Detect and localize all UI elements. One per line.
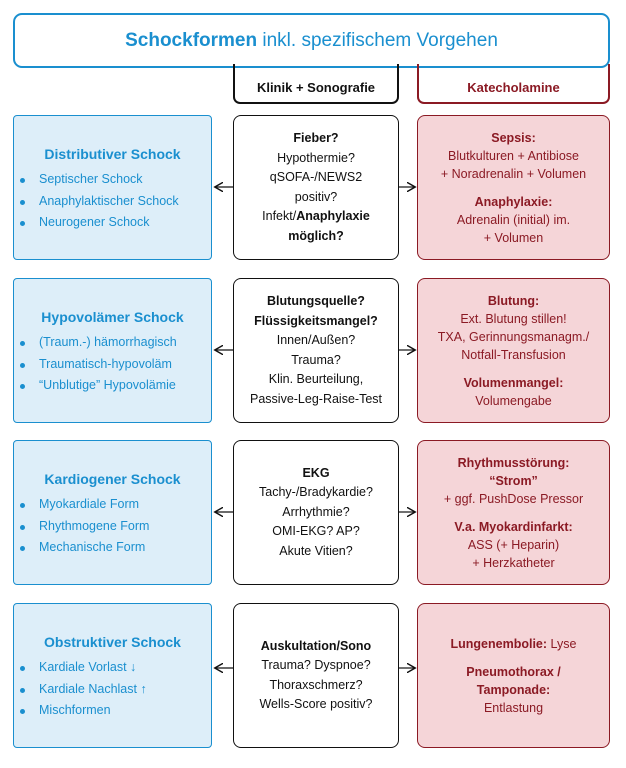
distributive-clinic-box (233, 115, 399, 260)
obstructive-shock-box (13, 603, 212, 748)
list-item: Mechanische Form (14, 537, 149, 559)
treatment-line: + Volumen (483, 230, 544, 245)
list-item: Anaphylaktischer Schock (14, 191, 179, 213)
hypovolemic-shock-box (13, 278, 212, 423)
cardiogenic-treatment-box (417, 440, 610, 585)
clinic-line: Auskultation/Sono (260, 638, 372, 653)
clinic-line: Hypothermie? (277, 150, 355, 165)
treatment-line: TXA, Gerinnungsmanagm./ (437, 329, 590, 344)
clinic-line: Akute Vitien? (279, 543, 353, 558)
clinic-line: Trauma? (291, 352, 341, 367)
obstructive-clinic-box (233, 603, 399, 748)
treatment-heading: Tamponade: (476, 682, 551, 697)
list-item: Kardiale Nachlast ↑ (14, 679, 147, 701)
treatment-heading: Anaphylaxie: (474, 194, 553, 209)
list-item: Mischformen (14, 700, 147, 722)
treatment-line: + ggf. PushDose Pressor (443, 491, 584, 506)
treatment-line: Volumengabe (475, 393, 552, 408)
distributive-shock-box (13, 115, 212, 260)
cardiogenic-shock-list (14, 494, 149, 559)
clinic-line: Klin. Beurteilung, (268, 372, 364, 386)
title-rest: inkl. spezifischem Vorgehen (257, 29, 498, 51)
clinic-line: OMI-EKG? AP? (272, 524, 360, 539)
list-item: Myokardiale Form (14, 494, 149, 516)
clinic-line: Arrhythmie? (282, 504, 350, 519)
clinic-line: Fieber? (293, 131, 339, 145)
list-item: (Traum.-) hämorrhagisch (14, 332, 177, 354)
treatment-heading: Volumenmangel: (463, 375, 564, 390)
clinic-line: Trauma? Dyspnoe? (261, 658, 371, 672)
treatment-heading: V.a. Myokardinfarkt: (454, 519, 573, 534)
distributive-shock-list (14, 169, 179, 234)
treatment-line: Notfall-Transfusion (461, 347, 566, 362)
treatment-heading: Lungenembolie: (450, 636, 548, 651)
hypovolemic-shock-list (14, 332, 177, 397)
treatment-heading: Rhythmusstörung: (457, 455, 570, 470)
clinic-line: möglich? (288, 228, 344, 243)
header-clinic-label: Klinik + Sonografie (256, 80, 376, 95)
cardiogenic-shock-box (13, 440, 212, 585)
clinic-line: Flüssigkeitsmangel? (254, 313, 378, 328)
list-item: “Unblutige” Hypovolämie (14, 375, 177, 397)
obstructive-shock-title: Obstruktiver Schock (44, 634, 181, 650)
hypovolemic-treatment-box (417, 278, 610, 423)
hypovolemic-clinic-box (233, 278, 399, 423)
list-item: Traumatisch-hypovoläm (14, 354, 177, 376)
title-bold: Schockformen (125, 29, 258, 51)
clinic-line: EKG (302, 465, 330, 480)
treatment-line: + Noradrenalin + Volumen (440, 166, 587, 181)
header-catecholamines-label: Katecholamine (467, 80, 560, 95)
treatment-line: + Herzkatheter (472, 555, 555, 570)
distributive-treatment-box (417, 115, 610, 260)
cardiogenic-clinic-box (233, 440, 399, 585)
treatment-line: Entlastung (483, 700, 544, 715)
clinic-anaphylaxie: Anaphylaxie (296, 209, 370, 223)
treatment-line: Adrenalin (initial) im. (456, 212, 571, 227)
clinic-line: Blutungsquelle? (267, 294, 365, 308)
treatment-line (451, 635, 577, 653)
treatment-line: Ext. Blutung stillen! (460, 311, 567, 326)
clinic-line: Thoraxschmerz? (269, 677, 363, 692)
clinic-line: Passive-Leg-Raise-Test (250, 391, 382, 406)
list-item: Septischer Schock (14, 169, 179, 191)
hypovolemic-shock-title: Hypovolämer Schock (41, 309, 184, 325)
list-item: Rhythmogene Form (14, 516, 149, 538)
clinic-line: qSOFA-/NEWS2 (269, 170, 363, 184)
treatment-heading: Blutung: (487, 293, 540, 308)
clinic-line (262, 207, 370, 227)
distributive-shock-title: Distributiver Schock (44, 146, 181, 162)
obstructive-treatment-box (417, 603, 610, 748)
cardiogenic-shock-title: Kardiogener Schock (44, 471, 181, 487)
treatment-lyse: Lyse (547, 636, 577, 651)
treatment-line: ASS (+ Heparin) (467, 537, 560, 552)
clinic-line: Innen/Außen? (276, 333, 356, 347)
clinic-line: Wells-Score positiv? (259, 697, 373, 711)
treatment-heading: “Strom” (489, 473, 538, 488)
clinic-line: Tachy-/Bradykardie? (259, 485, 373, 500)
clinic-infekt: Infekt/ (262, 209, 297, 223)
treatment-line: Blutkulturen + Antibiose (448, 148, 579, 163)
treatment-heading: Pneumothorax / (466, 664, 561, 679)
obstructive-shock-list (14, 657, 147, 722)
list-item: Neurogener Schock (14, 212, 179, 234)
treatment-heading: Sepsis: (491, 130, 536, 145)
list-item: Kardiale Vorlast ↓ (14, 657, 147, 679)
clinic-line: positiv? (294, 189, 338, 204)
